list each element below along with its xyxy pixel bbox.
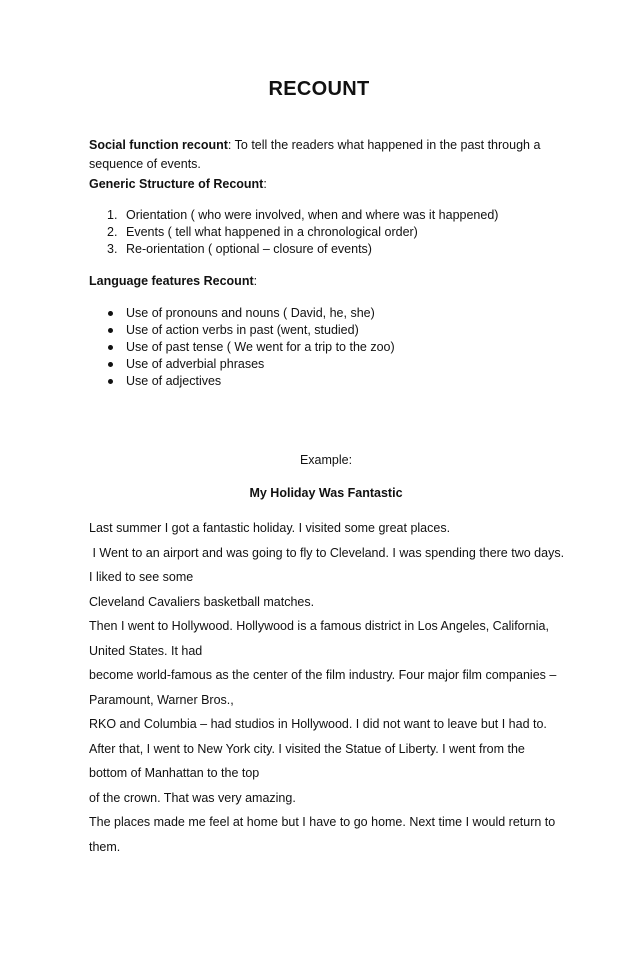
list-item (107, 373, 577, 390)
story-line: Cleveland Cavaliers basketball matches. (89, 594, 315, 609)
list-number: 1. (107, 208, 118, 222)
generic-structure-heading: Generic Structure of Recount: (89, 177, 267, 191)
page-title: RECOUNT (268, 78, 370, 100)
social-function-paragraph: Social function recount: To tell the readers what happened in the past through a sequence of events. (89, 138, 541, 171)
bullet-icon (108, 328, 113, 333)
list-item-text: Use of pronouns and nouns ( David, he, she) (126, 306, 375, 320)
list-item (107, 339, 577, 356)
story-line: I liked to see some (89, 570, 194, 584)
example-label: Example: (299, 453, 353, 467)
story-line: Last summer I got a fantastic holiday. I visited some great places. (89, 521, 451, 535)
list-item-text: Use of action verbs in past (went, studied) (126, 323, 359, 337)
story-line: I Went to an airport and was going to fly to Cleveland. I was spending there two days. (89, 545, 565, 560)
bullet-icon (108, 345, 113, 350)
list-item-text: Events ( tell what happened in a chronological order) (126, 225, 418, 239)
story-line: them. (89, 839, 121, 854)
story-line: become world-famous as the center of the film industry. Four major film companies – (89, 668, 557, 682)
bullet-icon (108, 311, 113, 316)
story-line: Then I went to Hollywood. Hollywood is a famous district in Los Angeles, California, (89, 619, 549, 633)
social-function-text: To tell the readers what happened in the past through a (234, 138, 541, 152)
list-item (107, 207, 577, 224)
story-line: After that, I went to New York city. I visited the Statue of Liberty. I went from the (89, 741, 525, 756)
story-line: The places made me feel at home but I have to go home. Next time I would return to (89, 815, 556, 829)
list-item (107, 356, 577, 373)
list-item (107, 322, 577, 339)
language-features-label: Language features Recount (89, 274, 254, 288)
story-title: My Holiday Was Fantastic (249, 486, 403, 500)
story-line: United States. It had (89, 643, 203, 658)
bullet-icon (108, 362, 113, 367)
list-item (107, 224, 577, 241)
generic-structure-list (107, 207, 577, 258)
bullet-icon (108, 379, 113, 384)
story-body (89, 516, 579, 859)
story-line: bottom of Manhattan to the top (89, 766, 260, 780)
generic-structure-label: Generic Structure of Recount (89, 177, 264, 191)
list-item-text: Use of adjectives (126, 374, 222, 388)
social-function-label: Social function recount (89, 138, 228, 152)
story-line: RKO and Columbia – had studios in Hollywood. I did not want to leave but I had to. (89, 717, 547, 731)
list-item (107, 305, 577, 322)
list-number: 3. (107, 242, 118, 256)
social-function-text-cont: sequence of events. (89, 157, 201, 171)
story-line: of the crown. That was very amazing. (89, 790, 296, 805)
list-item-text: Orientation ( who were involved, when and where was it happened) (126, 208, 499, 222)
list-item-text: Use of adverbial phrases (126, 357, 265, 371)
list-item-text: Re-orientation ( optional – closure of events) (126, 242, 372, 256)
language-features-list (107, 305, 577, 390)
language-features-heading: Language features Recount: (89, 274, 258, 288)
list-item-text: Use of past tense ( We went for a trip to the zoo) (126, 340, 395, 354)
list-number: 2. (107, 225, 118, 239)
story-line: Paramount, Warner Bros., (89, 692, 234, 707)
list-item (107, 241, 577, 258)
